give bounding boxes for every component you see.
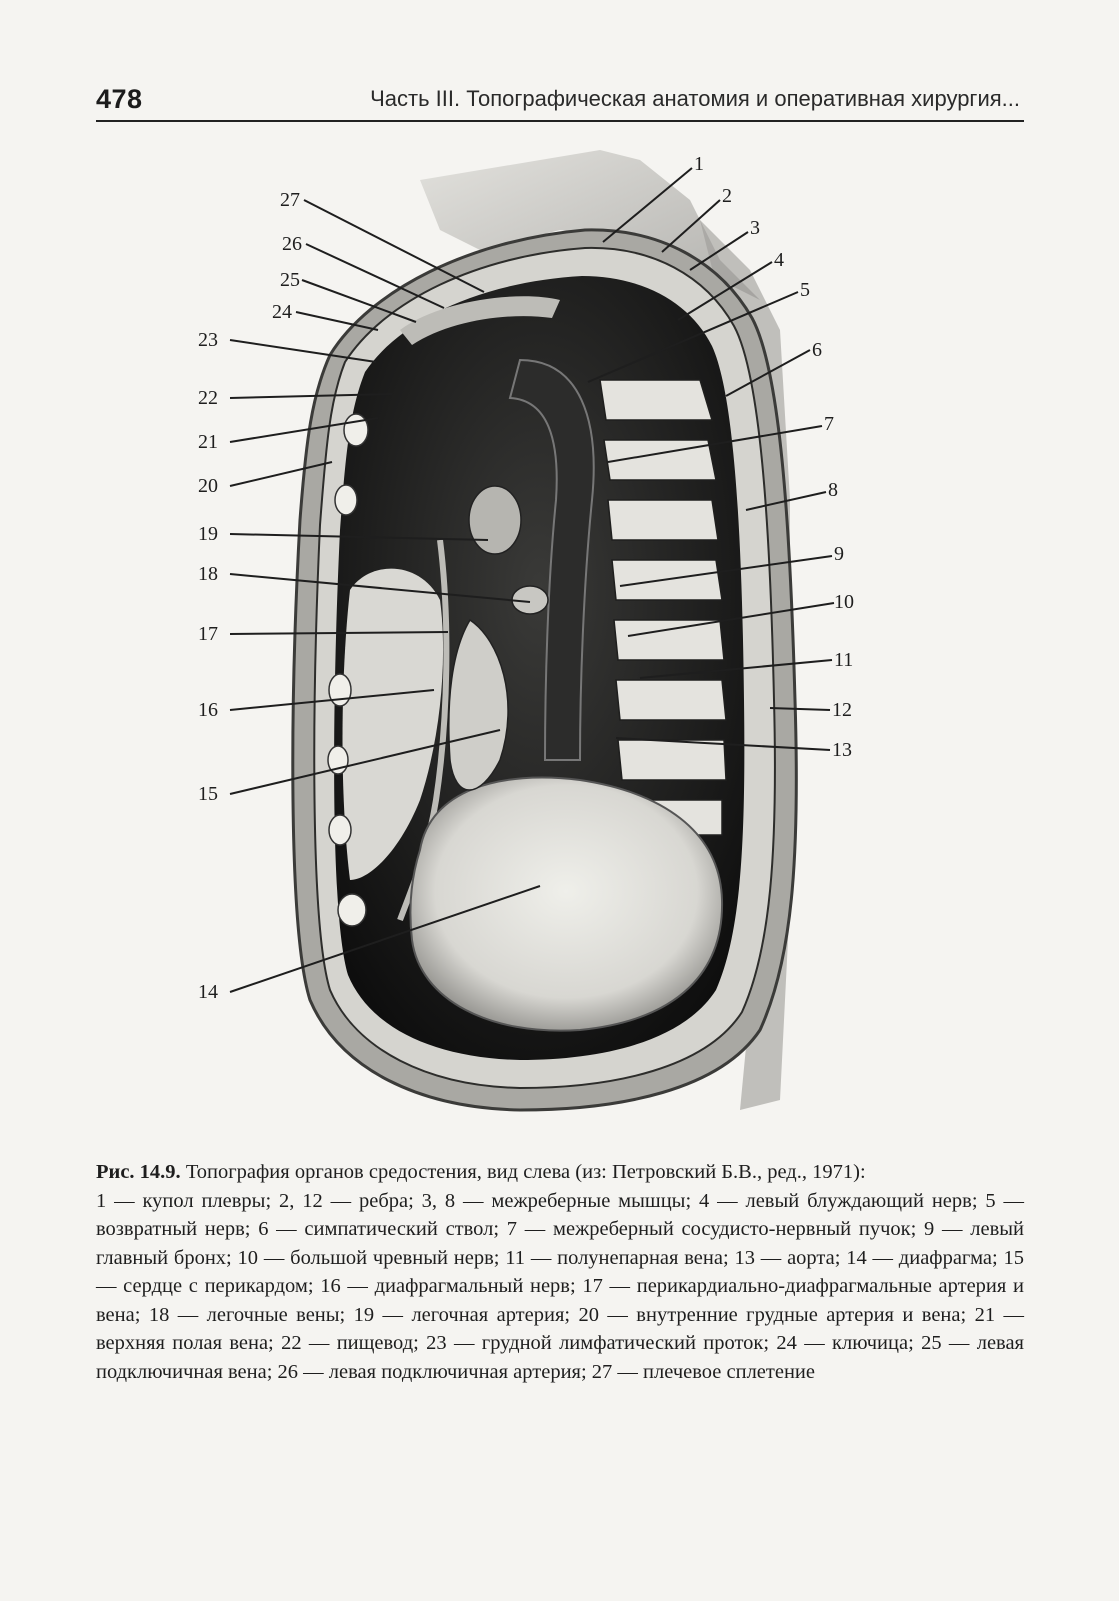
figure-label-21: 21 — [198, 431, 218, 453]
figure-label-4: 4 — [774, 249, 784, 271]
running-title: Часть III. Топографическая анатомия и оперативная хирургия... — [370, 86, 1020, 111]
figure-label-19: 19 — [198, 523, 218, 545]
heart-pericardium — [410, 778, 722, 1031]
figure-label-8: 8 — [828, 479, 838, 501]
figure-label-15: 15 — [198, 783, 218, 805]
caption-legend: 1 — купол плевры; 2, 12 — ребра; 3, 8 — межреберные мышцы; 4 — левый блуждающий нерв; 5 — возвратный нерв; 6 — симпатический ствол; 7 — межреберный сосудисто-нервный пучок; 9 — левый главный бронх; 10 — большой чревный нерв; 11 — полунепарная вена; 13 — аорта; 14 — диафрагма; 15 — сердце с перикардом; 16 — диафрагмальный нерв; 17 — перикардиально-диафрагмальные артерия и вена; 18 — легочные вены; 19 — легочная артерия; 20 — внутренние грудные артерия и вена; 21 — верхняя полая вена; 22 — пищевод; 23 — грудной лимфатический проток; 24 — ключица; 25 — левая подключичная вена; 26 — левая подключичная артерия; 27 — плечевое сплетение — [96, 1189, 1024, 1383]
figure-label-1: 1 — [694, 153, 704, 175]
figure-label-23: 23 — [198, 329, 218, 351]
figure-label-2: 2 — [722, 185, 732, 207]
figure-label-14: 14 — [198, 981, 218, 1003]
caption-title-text: Топография органов средостения, вид слева (из: Петровский Б.В., ред., 1971): — [185, 1161, 866, 1183]
figure-number: Рис. 14.9. — [96, 1161, 181, 1183]
figure-label-10: 10 — [834, 591, 854, 613]
caption-title — [96, 1158, 1024, 1187]
figure-label-6: 6 — [812, 339, 822, 361]
figure-label-3: 3 — [750, 217, 760, 239]
figure-label-11: 11 — [834, 649, 854, 671]
figure-label-26: 26 — [282, 233, 302, 255]
figure-label-25: 25 — [280, 269, 300, 291]
figure-caption — [96, 1158, 1024, 1386]
figure-label-5: 5 — [800, 279, 810, 301]
figure-label-7: 7 — [824, 413, 834, 435]
figure-label-18: 18 — [198, 563, 218, 585]
figure-label-20: 20 — [198, 475, 218, 497]
figure-label-12: 12 — [832, 699, 852, 721]
figure-label-22: 22 — [198, 387, 218, 409]
figure-label-16: 16 — [198, 699, 218, 721]
figure-label-27: 27 — [280, 189, 300, 211]
page-number: 478 — [96, 84, 143, 114]
figure-label-24: 24 — [272, 301, 292, 323]
figure-label-17: 17 — [198, 623, 218, 645]
figure-label-9: 9 — [834, 543, 844, 565]
figure-label-13: 13 — [832, 739, 852, 761]
